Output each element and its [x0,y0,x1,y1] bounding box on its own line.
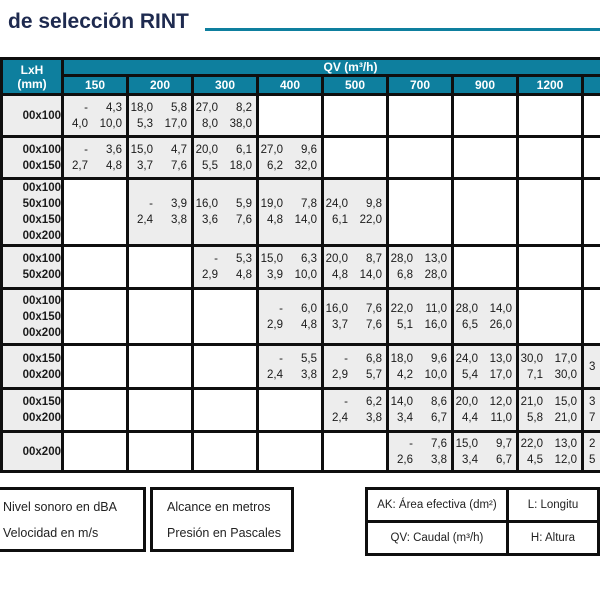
column-header-150: 150 [63,76,128,95]
data-cell-200 [128,345,193,389]
legend-line: Nivel sonoro en dBA [3,500,117,514]
data-cell-200 [128,432,193,472]
data-cell-clipped [583,95,600,137]
data-cell-700 [388,137,453,179]
data-cell-150 [63,345,128,389]
data-cell-500: - 6,8 2,9 5,7 [323,345,388,389]
data-cell-500: 20,0 8,7 4,8 14,0 [323,246,388,289]
data-cell-400: - 5,5 2,4 3,8 [258,345,323,389]
data-cell-900: 28,0 14,0 6,5 26,0 [453,289,518,345]
data-cell-300: - 5,3 2,9 4,8 [193,246,258,289]
data-cell-150 [63,432,128,472]
legend-cell-h: H: Altura [507,522,598,555]
legend-box-reach-pressure [150,487,294,552]
data-cell-300 [193,345,258,389]
row-label: 00x100 00x150 00x200 [2,289,63,345]
data-cell-700 [388,95,453,137]
data-cell-900 [453,179,518,246]
data-cell-clipped [583,137,600,179]
data-cell-300 [193,432,258,472]
data-cell-700: 22,0 11,0 5,1 16,0 [388,289,453,345]
data-cell-200: 18,0 5,8 5,3 17,0 [128,95,193,137]
data-cell-400 [258,389,323,432]
data-cell-500 [323,432,388,472]
column-header-1200: 1200 [518,76,583,95]
column-header-500: 500 [323,76,388,95]
table-row-group [2,246,600,289]
column-header-400: 400 [258,76,323,95]
data-cell-500: 16,0 7,6 3,7 7,6 [323,289,388,345]
data-cell-300: 20,0 6,1 5,5 18,0 [193,137,258,179]
data-cell-900: 15,0 9,7 3,4 6,7 [453,432,518,472]
legend-line: Velocidad en m/s [3,526,99,540]
data-cell-300 [193,289,258,345]
data-cell-150 [63,246,128,289]
data-cell-500 [323,137,388,179]
selection-table [0,57,600,473]
data-cell-1200 [518,246,583,289]
table-row-group [2,345,600,389]
data-cell-400 [258,432,323,472]
page-title: de selección RINT [8,10,189,33]
data-cell-300 [193,389,258,432]
data-cell-300: 16,0 5,9 3,6 7,6 [193,179,258,246]
row-label: 00x200 [2,432,63,472]
data-cell-500: 24,0 9,8 6,1 22,0 [323,179,388,246]
row-label: 00x150 00x200 [2,345,63,389]
data-cell-400: - 6,0 2,9 4,8 [258,289,323,345]
data-cell-900: 20,0 12,0 4,4 11,0 [453,389,518,432]
data-cell-150: - 4,3 4,0 10,0 [63,95,128,137]
data-cell-clipped: 3 7 [583,389,600,432]
data-cell-200 [128,246,193,289]
table-row-group [2,179,600,246]
data-cell-400 [258,95,323,137]
title-rule [205,28,600,31]
data-cell-clipped [583,246,600,289]
data-cell-500: - 6,2 2,4 3,8 [323,389,388,432]
table-row-group [2,432,600,472]
data-cell-1200 [518,137,583,179]
column-header-200: 200 [128,76,193,95]
title-row [0,2,600,36]
column-header-300: 300 [193,76,258,95]
data-cell-clipped [583,289,600,345]
legend-line: Presión en Pascales [167,526,281,540]
data-cell-150 [63,179,128,246]
table-row-group [2,137,600,179]
row-label: 00x150 00x200 [2,389,63,432]
data-cell-200 [128,289,193,345]
data-cell-1200: 22,0 13,0 4,5 12,0 [518,432,583,472]
data-cell-clipped [583,179,600,246]
data-cell-1200 [518,289,583,345]
legend-cell-qv: QV: Caudal (m³/h) [367,522,508,555]
selection-table-wrap [0,57,600,473]
data-cell-200: 15,0 4,7 3,7 7,6 [128,137,193,179]
table-row-group [2,289,600,345]
column-header-900: 900 [453,76,518,95]
data-cell-200: - 3,9 2,4 3,8 [128,179,193,246]
data-cell-1200 [518,179,583,246]
data-cell-200 [128,389,193,432]
column-header-clipped [583,76,600,95]
data-cell-400: 19,0 7,8 4,8 14,0 [258,179,323,246]
column-header-700: 700 [388,76,453,95]
data-cell-700: - 7,6 2,6 3,8 [388,432,453,472]
data-cell-700: 14,0 8,6 3,4 6,7 [388,389,453,432]
row-label: 00x100 50x100 00x150 00x200 [2,179,63,246]
row-label: 00x100 00x150 [2,137,63,179]
data-cell-clipped: 3 [583,345,600,389]
legend-area [0,487,600,557]
data-cell-150 [63,289,128,345]
data-cell-500 [323,95,388,137]
data-cell-1200: 21,0 15,0 5,8 21,0 [518,389,583,432]
data-cell-700: 18,0 9,6 4,2 10,0 [388,345,453,389]
data-cell-400: 27,0 9,6 6,2 32,0 [258,137,323,179]
data-cell-1200: 30,0 17,0 7,1 30,0 [518,345,583,389]
legend-abbreviations-table [365,487,600,556]
data-cell-150: - 3,6 2,7 4,8 [63,137,128,179]
data-cell-400: 15,0 6,3 3,9 10,0 [258,246,323,289]
legend-box-sound-velocity [0,487,146,552]
data-cell-clipped: 2 5 [583,432,600,472]
data-cell-700 [388,179,453,246]
qv-header-cell: QV (m³/h) [63,59,600,76]
data-cell-1200 [518,95,583,137]
row-label: 00x100 50x200 [2,246,63,289]
data-cell-900 [453,95,518,137]
table-row-group [2,95,600,137]
data-cell-150 [63,389,128,432]
legend-cell-l: L: Longitu [507,489,598,522]
table-row-group [2,389,600,432]
legend-line: Alcance en metros [167,500,271,514]
data-cell-900 [453,137,518,179]
legend-cell-ak: AK: Área efectiva (dm²) [367,489,508,522]
data-cell-300: 27,0 8,2 8,0 38,0 [193,95,258,137]
data-cell-900: 24,0 13,0 5,4 17,0 [453,345,518,389]
data-cell-700: 28,0 13,0 6,8 28,0 [388,246,453,289]
table-corner-lxh-mm: LxH (mm) [2,59,63,95]
data-cell-900 [453,246,518,289]
row-label: 00x100 [2,95,63,137]
